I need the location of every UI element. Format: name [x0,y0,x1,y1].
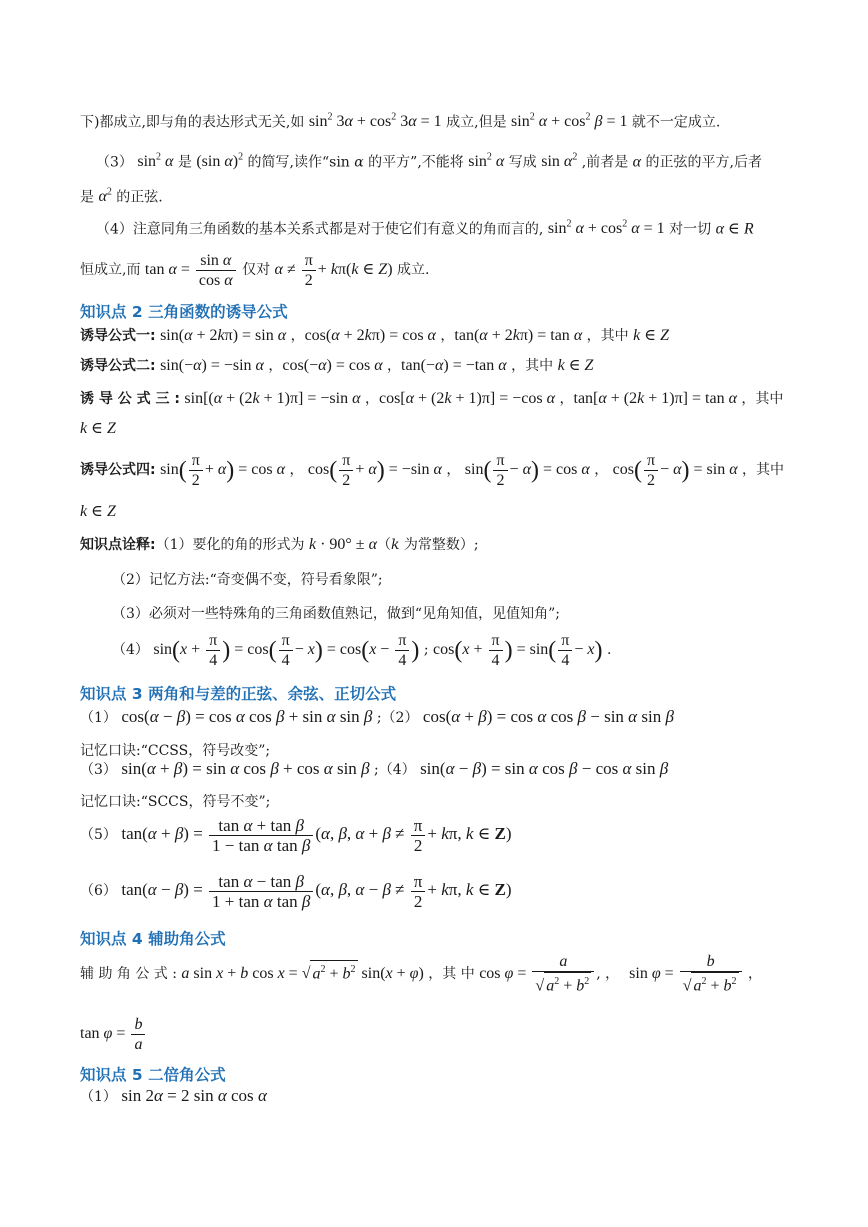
induction-formula-4: 诱导公式四: sin( $\frac{\pi}{2}$ + α) = cos α ， cos( $\frac{\pi}{2}$ + α) = −sin α ， sin( $\frac{\pi}{2}$ − α) = cos α ， cos( $\frac{\pi}{2}$ − α) = sin α ，其中 [80,451,785,489]
induction-formula-4-cont: k ∈ Z [80,503,116,520]
auxiliary-angle-formula: 辅 助 角 公 式 : a sin x + b cos x = √ $a^2 + b^2$ sin(x + φ) ，其 中 cos φ = $\frac{a}{√ a^2 + b^2}$ , ， sin φ = $\frac{b}{√ a^2 + b^2}$ ， [80,953,762,995]
induction-formula-3-cont: k ∈ Z [80,420,116,437]
section-heading-3: 知识点 3 两角和与差的正弦、余弦、正切公式 [80,685,397,703]
sum-diff-formula-6: （6） tan(α − β) = $\frac{\text{tan α − tan β}}{\text{1 + tan α tan β}}$ (α, β, α − β ≠ $\frac{\pi}{2}$ + kπ, k ∈ Z) [80,871,512,911]
text-line-3: 是 $\alpha^2$ 的正弦. [80,187,163,206]
induction-formula-1: 诱导公式一: sin(α + 2kπ) = sin α ，cos(α + 2kπ) = cos α ，tan(α + 2kπ) = tan α ，其中 k ∈ Z [80,327,669,344]
section-heading-2: 知识点 2 三角函数的诱导公式 [80,303,288,321]
note-3: （3）必须对一些特殊角的三角函数值熟记，做到“见角知值，见值知角”; [112,606,560,622]
mnemonic-2: 记忆口诀:“SCCS，符号不变”; [80,794,271,810]
tan-phi-formula: tan φ = $\frac{b}{a}$ [80,1012,796,1056]
text-line-5: 恒成立,而 tan α = $\frac{\text{sin α}}{\text{cos α}}$ 仅对 α ≠ $\frac{\pi}{2}$ + kπ(k ∈ Z) 成立. [80,251,430,289]
double-angle-formula-1: （1） sin 2α = 2 sin α cos α [80,1086,267,1105]
induction-formula-2: 诱导公式二: sin(−α) = −sin α ，cos(−α) = cos α ，tan(−α) = −tan α ，其中 k ∈ Z [80,357,594,374]
text-line-2: （3） $\sin^2 \alpha$ 是 (sin α)$^2$ 的简写,读作“sin α 的平方”,不能将 $\sin^2 \alpha$ 写成 $\sin \alpha^2$ ,前者是 α 的正弦的平方,后者 [96,152,762,171]
sum-diff-formula-1-2: （1） cos(α − β) = cos α cos β + sin α sin β ;（2） cos(α + β) = cos α cos β − sin α sin β [80,707,674,726]
note-4: （4） sin(x + $\frac{\pi}{4}$ ) = cos( $\frac{\pi}{4}$ − x) = cos(x − $\frac{\pi}{4}$ ) ; cos(x + $\frac{\pi}{4}$ ) = sin( $\frac{\pi}{4}$ − x) . [112,631,612,669]
text-line-4: （4）注意同角三角函数的基本关系式都是对于使它们有意义的角而言的, $\sin^2 \alpha + \cos^2 \alpha = 1$ 对一切 α ∈ R [96,219,754,238]
note-2: （2）记忆方法:“奇变偶不变，符号看象限”; [112,572,383,588]
text-line-1: 下)都成立,即与角的表达形式无关,如 $\sin^2 3\alpha + \cos^2 3\alpha = 1$ 成立,但是 $\sin^2 \alpha + \cos^2 \beta = 1$ 就不一定成立. [80,112,721,131]
sum-diff-formula-3-4: （3） sin(α + β) = sin α cos β + cos α sin β ;（4） sin(α − β) = sin α cos β − cos α sin β [80,759,669,778]
note-intro: 知识点诠释:（1）要化的角的形式为 k · 90° ± α（k 为常整数）; [80,536,479,553]
mnemonic-1: 记忆口诀:“CCSS，符号改变”; [80,743,271,759]
section-heading-4: 知识点 4 辅助角公式 [80,930,226,948]
induction-formula-3: 诱 导 公 式 三 : sin[(α + (2k + 1)π] = −sin α ，cos[α + (2k + 1)π] = −cos α ，tan[α + (2k + 1)π] = tan α ，其中 [80,390,784,407]
sum-diff-formula-5: （5） tan(α + β) = $\frac{\text{tan α + tan β}}{\text{1 − tan α tan β}}$ (α, β, α + β ≠ $\frac{\pi}{2}$ + kπ, k ∈ Z) [80,815,512,855]
section-heading-5: 知识点 5 二倍角公式 [80,1066,226,1084]
